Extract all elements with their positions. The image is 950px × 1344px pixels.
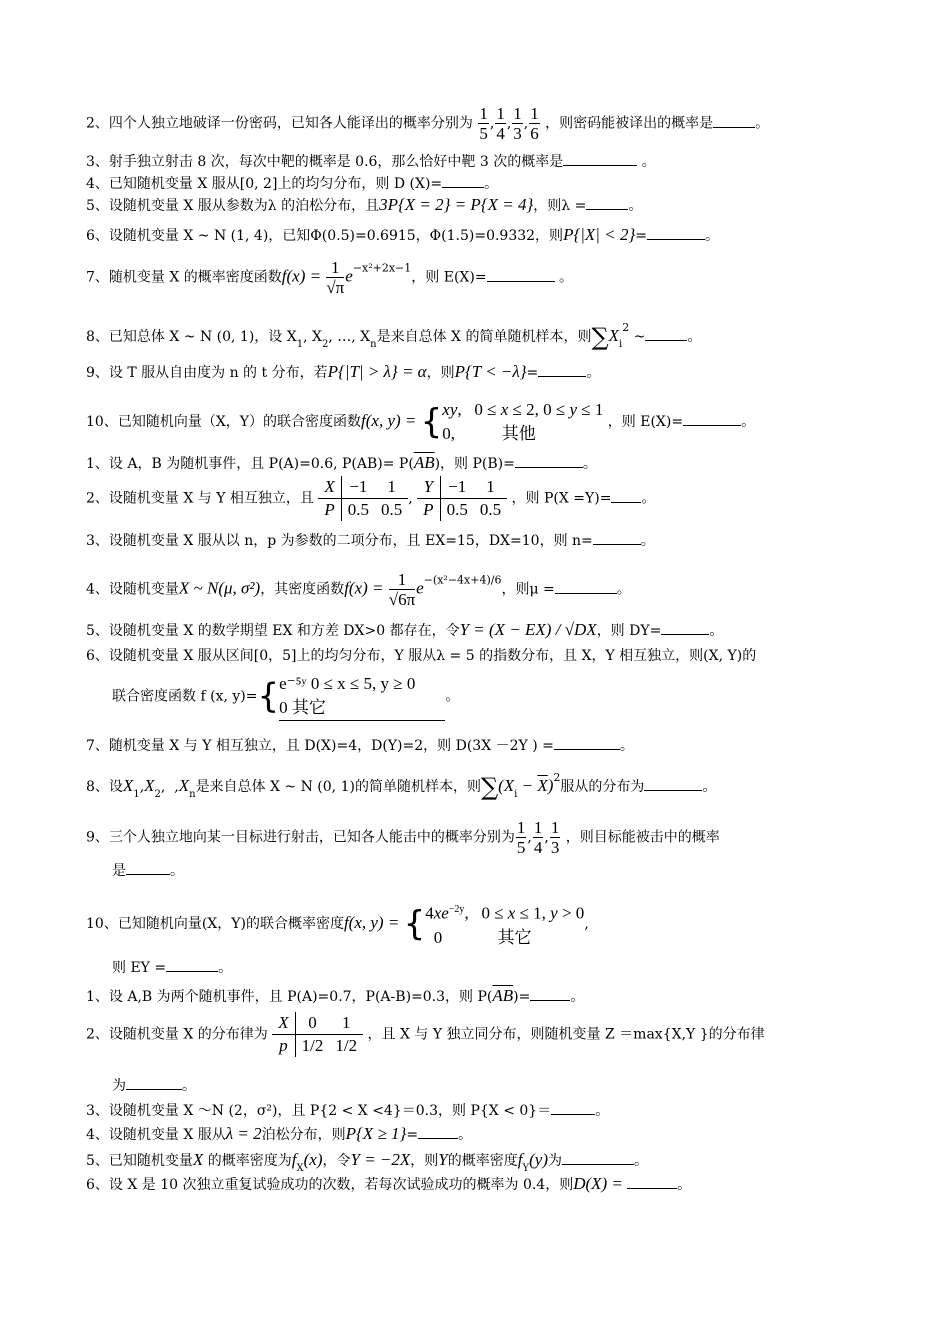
question-s1-7: 7、随机变量 X 的概率密度函数f(x) = $\frac{1}{√\pi}$ $e^{-x^2+2x-1}$，则 E(X)= 。 (86, 258, 574, 297)
distribution-table-x: X −1 1 P 0.5 0.5 (318, 476, 408, 521)
answer-blank[interactable] (530, 986, 570, 1001)
question-s1-6: 6、设随机变量 X ~ N (1, 4)，已知Φ(0.5)=0.6915，Φ(1.5)=0.9332，则P{|X| < 2}= 。 (86, 225, 719, 244)
question-s3-2: 2、设随机变量 X 的分布律为 X 0 1 p 1/2 1/2 ，且 X 与 Y 独立同分布，则随机变量 Z ＝max{X,Y }的分布律 (86, 1013, 765, 1055)
question-s1-8: 8、已知总体 X ~ N (0, 1)，设 $X_1$, $X_2$, …, $X_n$是来自总体 X 的简单随机样本，则$\sum X_i^2$ ~ 。 (86, 321, 702, 351)
question-s2-10: 10、已知随机向量(X，Y)的联合概率密度f(x, y) = { $4xe^{-2y}$, 0 ≤ x ≤ 1, y > 0 0 其它 , (86, 903, 589, 947)
question-s1-5: 5、设随机变量 X 服从参数为λ 的泊松分布，且3P{X = 2} = P{X = 4}，则λ = 。 (86, 195, 643, 214)
question-s2-5: 5、设随机变量 X 的数学期望 EX 和方差 DX>0 都存在，令Y = (X − EX) / √DX，则 DY= 。 (86, 620, 724, 639)
question-s2-2: 2、设随机变量 X 与 Y 相互独立，且 X −1 1 P 0.5 0.5, Y −1 1 P 0.5 0.5 ，则 P(X =Y)= 。 (86, 477, 656, 519)
question-text: 2、四个人独立地破译一份密码，已知各人能译出的概率分别为 (86, 115, 473, 132)
answer-blank[interactable] (551, 1100, 595, 1115)
question-s3-2-cont: 为 。 (112, 1075, 196, 1096)
answer-blank[interactable] (126, 860, 170, 875)
question-s3-5: 5、已知随机变量X 的概率密度为$f_X(x)$，令Y = −2X，则Y的概率密度$f_Y(y)$为 。 (86, 1150, 648, 1174)
distribution-table-y: Y −1 1 P 0.5 0.5 (417, 476, 507, 521)
question-s1-9: 9、设 T 服从自由度为 n 的 t 分布，若P{|T| > λ} = α，则P{T < −λ}= 。 (86, 362, 601, 381)
question-s3-3: 3、设随机变量 X ～N (2，σ²)，且 P{2 < X <4}＝0.3，则 P{X < 0}＝ 。 (86, 1100, 609, 1121)
question-s2-4: 4、设随机变量X ~ N(μ, σ²)，其密度函数f(x) = $\frac{1}{√6\pi}$ $e^{-(x^2-4x+4)/6}$，则μ = 。 (86, 570, 631, 609)
answer-blank[interactable] (713, 113, 755, 128)
question-s2-10-cont: 则 EY = 。 (112, 957, 232, 978)
answer-blank[interactable] (126, 1075, 182, 1090)
answer-blank[interactable] (586, 195, 628, 210)
question-s1-2: 2、四个人独立地破译一份密码，已知各人能译出的概率分别为 $\frac{1}{5}$ , $\frac{1}{4}$ , $\frac{1}{3}$ , $\frac{1}{6}$ ，则密码能被译出的概率是 。 (86, 104, 770, 143)
answer-blank[interactable] (442, 173, 484, 188)
answer-blank[interactable] (418, 1124, 458, 1139)
answer-blank[interactable] (554, 735, 620, 750)
answer-blank[interactable] (593, 530, 641, 545)
question-s2-9: 9、三个人独立地向某一目标进行射击，已知各人能击中的概率分别为 $\frac{1}{5}$ , $\frac{1}{4}$ , $\frac{1}{3}$ ，则目标能被击中的概率 (86, 818, 720, 857)
answer-blank[interactable] (555, 579, 617, 594)
question-s3-1: 1、设 A,B 为两个随机事件，且 P(A)=0.7，P(A-B)=0.3，则 $P(\overline{AB})=$ 。 (86, 986, 585, 1005)
answer-blank[interactable] (487, 267, 555, 282)
answer-blank[interactable] (683, 411, 741, 426)
question-s1-10: 10、已知随机向量（X，Y）的联合密度函数f(x, y) = { xy, 0 ≤ x ≤ 2, 0 ≤ y ≤ 1 0, 其他 ，则 E(X)= 。 (86, 400, 756, 443)
answer-blank[interactable] (538, 362, 586, 377)
answer-blank[interactable] (645, 326, 687, 341)
answer-blank[interactable] (563, 151, 637, 166)
question-s2-8: 8、设$X_1,X_2$, $,X_n$是来自总体 X ~ N (0, 1)的简单随机样本，则$\sum(X_i - \overline{X})^2$服从的分布为 。 (86, 771, 717, 801)
answer-blank[interactable] (515, 453, 583, 468)
question-s1-3: 3、射手独立射击 8 次，每次中靶的概率是 0.6，那么恰好中靶 3 次的概率是 。 (86, 151, 656, 172)
question-s2-1: 1、设 A，B 为随机事件，且 P(A)=0.6, $P(AB)= P(\overline{AB})$，则 P(B)= 。 (86, 453, 597, 472)
answer-blank[interactable] (627, 1174, 677, 1189)
question-s2-9-cont: 是 。 (112, 860, 184, 881)
question-s2-7: 7、随机变量 X 与 Y 相互独立，且 D(X)=4，D(Y)=2，则 D(3X －2Y ) = 。 (86, 735, 634, 756)
question-s2-6-cont: 联合密度函数 f (x, y)={ e⁻⁵ʸ 0 ≤ x ≤ 5, y ≥ 0 0 其它 。 (112, 672, 459, 721)
answer-blank[interactable] (661, 620, 709, 635)
question-s3-6: 6、设 X 是 10 次独立重复试验成功的次数，若每次试验成功的概率为 0.4，则D(X) = 。 (86, 1174, 692, 1193)
distribution-table: X 0 1 p 1/2 1/2 (272, 1012, 363, 1057)
answer-blank[interactable] (644, 776, 702, 791)
question-s3-4: 4、设随机变量 X 服从λ = 2泊松分布，则P{X ≥ 1}= 。 (86, 1124, 473, 1143)
answer-blank[interactable] (562, 1150, 634, 1165)
answer-blank[interactable] (611, 488, 641, 503)
question-s2-6: 6、设随机变量 X 服从区间[0，5]上的均匀分布，Y 服从λ = 5 的指数分布，且 X，Y 相互独立，则(X, Y)的 (86, 648, 757, 664)
answer-blank[interactable] (166, 957, 218, 972)
answer-blank[interactable] (647, 225, 705, 240)
question-s1-4: 4、已知随机变量 X 服从[0, 2]上的均匀分布，则 D (X)= 。 (86, 173, 498, 194)
question-s2-3: 3、设随机变量 X 服从以 n，p 为参数的二项分布，且 EX=15，DX=10，则 n= 。 (86, 530, 655, 551)
question-text: ，则密码能被译出的概率是 (545, 115, 714, 132)
